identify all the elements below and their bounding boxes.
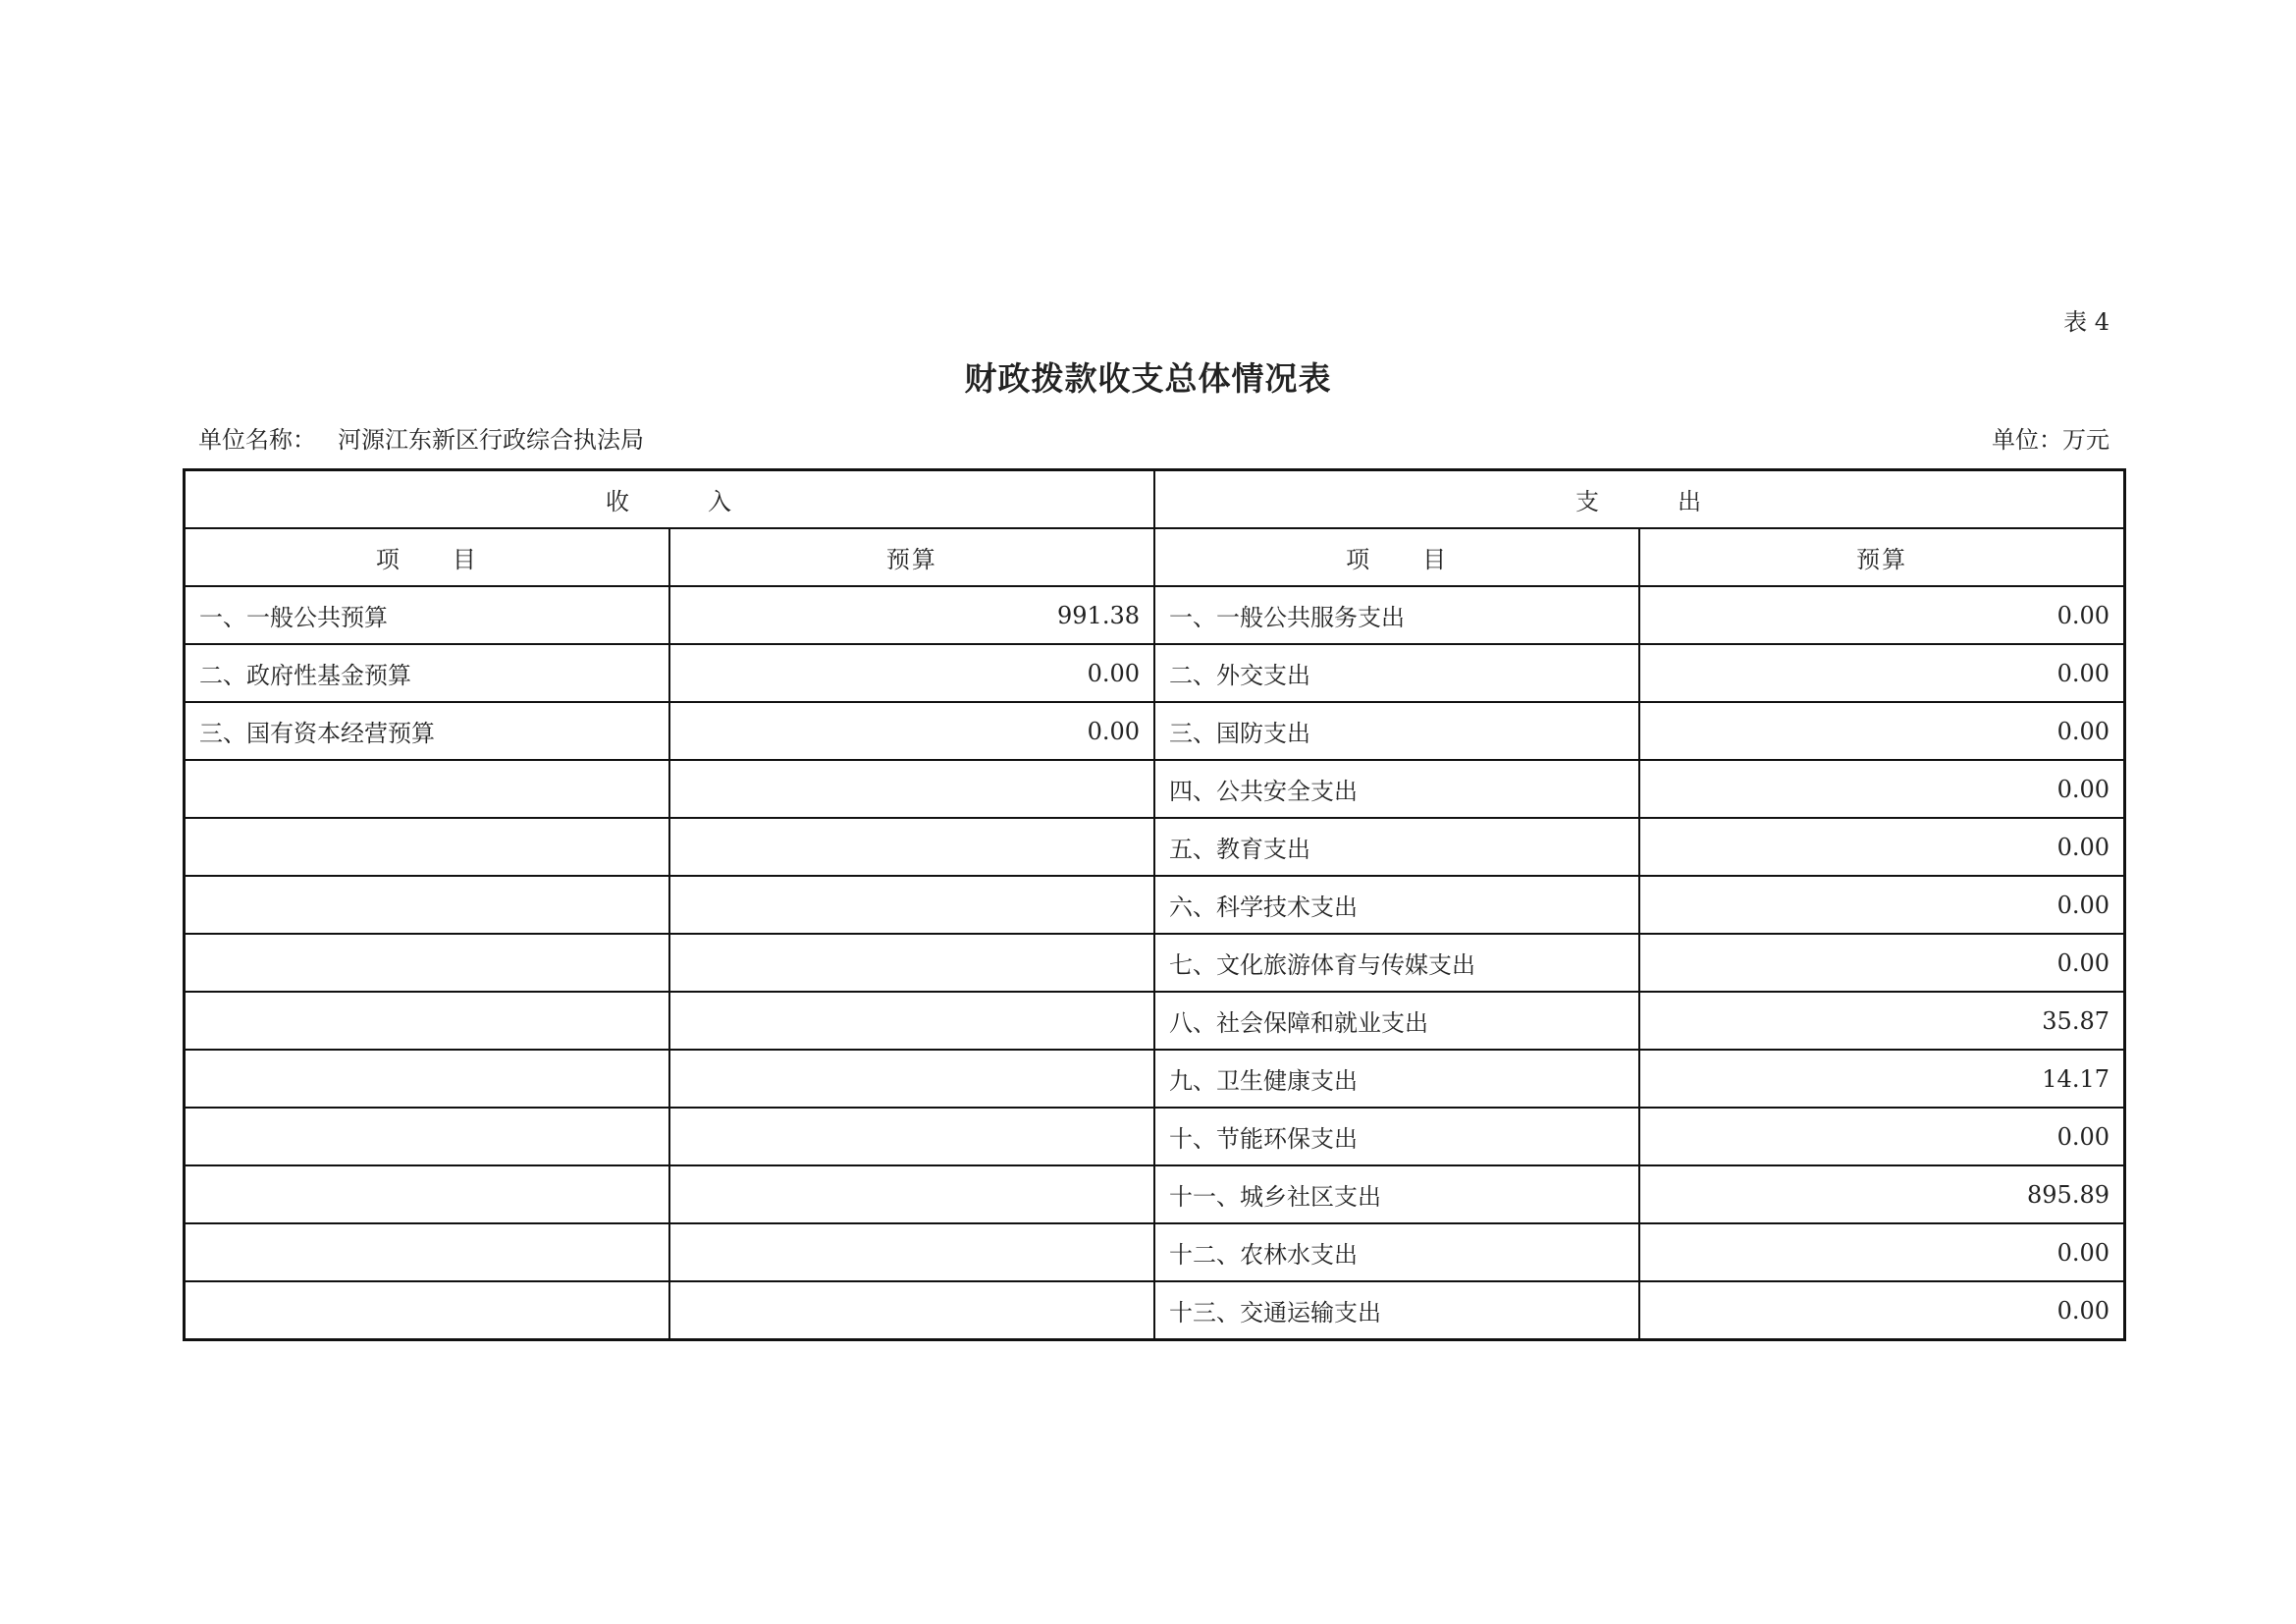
- income-budget-cell: [669, 1108, 1154, 1165]
- budget-table: [183, 468, 2126, 1341]
- expense-item-cell: 十二、农林水支出: [1154, 1223, 1639, 1281]
- income-item-cell: [185, 1108, 669, 1165]
- expense-item-cell: 十一、城乡社区支出: [1154, 1165, 1639, 1223]
- unit-name: 河源江东新区行政综合执法局: [338, 426, 644, 454]
- income-budget-cell: [669, 992, 1154, 1050]
- income-budget-cell: 991.38: [669, 586, 1154, 644]
- expense-item-cell: 二、外交支出: [1154, 644, 1639, 702]
- expense-budget-cell: 0.00: [1639, 760, 2124, 818]
- income-item-cell: [185, 1050, 669, 1108]
- table-row: [185, 1108, 2125, 1165]
- expense-item-cell: 七、文化旅游体育与传媒支出: [1154, 934, 1639, 992]
- expense-budget-cell: 0.00: [1639, 644, 2124, 702]
- expense-budget-cell: 0.00: [1639, 876, 2124, 934]
- expense-budget-cell: 0.00: [1639, 934, 2124, 992]
- income-budget-cell: 0.00: [669, 702, 1154, 760]
- expense-budget-cell: 0.00: [1639, 586, 2124, 644]
- income-item-cell: [185, 1281, 669, 1340]
- income-budget-cell: [669, 1050, 1154, 1108]
- table-row: [185, 702, 2125, 760]
- income-budget-cell: 0.00: [669, 644, 1154, 702]
- expense-item-cell: 十、节能环保支出: [1154, 1108, 1639, 1165]
- table-row: [185, 934, 2125, 992]
- table-row: [185, 1223, 2125, 1281]
- income-budget-cell: [669, 876, 1154, 934]
- income-item-cell: 一、一般公共预算: [185, 586, 669, 644]
- income-budget-cell: [669, 1223, 1154, 1281]
- expense-budget-cell: 895.89: [1639, 1165, 2124, 1223]
- expense-item-header: 项 目: [1154, 528, 1639, 586]
- income-item-cell: 三、国有资本经营预算: [185, 702, 669, 760]
- expense-budget-cell: 0.00: [1639, 1223, 2124, 1281]
- expense-item-cell: 四、公共安全支出: [1154, 760, 1639, 818]
- income-budget-header: 预算: [669, 528, 1154, 586]
- page-title: 财政拨款收支总体情况表: [964, 359, 1332, 398]
- expense-item-cell: 八、社会保障和就业支出: [1154, 992, 1639, 1050]
- expense-budget-cell: 0.00: [1639, 818, 2124, 876]
- expense-header: 支 出: [1154, 470, 2125, 529]
- expense-item-cell: 三、国防支出: [1154, 702, 1639, 760]
- income-item-header: 项 目: [185, 528, 669, 586]
- income-header: 收 入: [185, 470, 1155, 529]
- section-header-row: [185, 470, 2125, 529]
- expense-item-cell: 十三、交通运输支出: [1154, 1281, 1639, 1340]
- expense-budget-cell: 0.00: [1639, 1281, 2124, 1340]
- table-row: [185, 1281, 2125, 1340]
- income-item-cell: [185, 818, 669, 876]
- column-header-row: [185, 528, 2125, 586]
- table-row: [185, 876, 2125, 934]
- table-row: [185, 586, 2125, 644]
- table-number: 表 4: [2063, 308, 2109, 336]
- table-row: [185, 818, 2125, 876]
- income-budget-cell: [669, 818, 1154, 876]
- income-budget-cell: [669, 934, 1154, 992]
- income-item-cell: [185, 1165, 669, 1223]
- income-item-cell: [185, 1223, 669, 1281]
- expense-budget-cell: 14.17: [1639, 1050, 2124, 1108]
- expense-item-cell: 一、一般公共服务支出: [1154, 586, 1639, 644]
- income-item-cell: [185, 760, 669, 818]
- income-item-cell: [185, 876, 669, 934]
- expense-item-cell: 六、科学技术支出: [1154, 876, 1639, 934]
- expense-budget-cell: 0.00: [1639, 1108, 2124, 1165]
- income-budget-cell: [669, 1165, 1154, 1223]
- expense-item-cell: 五、教育支出: [1154, 818, 1639, 876]
- expense-budget-cell: 35.87: [1639, 992, 2124, 1050]
- income-item-cell: 二、政府性基金预算: [185, 644, 669, 702]
- expense-budget-header: 预算: [1639, 528, 2124, 586]
- table-row: [185, 1050, 2125, 1108]
- expense-budget-cell: 0.00: [1639, 702, 2124, 760]
- unit-name-line: [198, 420, 666, 455]
- table-row: [185, 1165, 2125, 1223]
- currency-unit: 单位：万元: [1992, 426, 2109, 454]
- income-budget-cell: [669, 1281, 1154, 1340]
- table-row: [185, 644, 2125, 702]
- income-item-cell: [185, 992, 669, 1050]
- expense-item-cell: 九、卫生健康支出: [1154, 1050, 1639, 1108]
- unit-name-label: 单位名称：: [198, 426, 316, 454]
- table-row: [185, 992, 2125, 1050]
- table-row: [185, 760, 2125, 818]
- income-item-cell: [185, 934, 669, 992]
- income-budget-cell: [669, 760, 1154, 818]
